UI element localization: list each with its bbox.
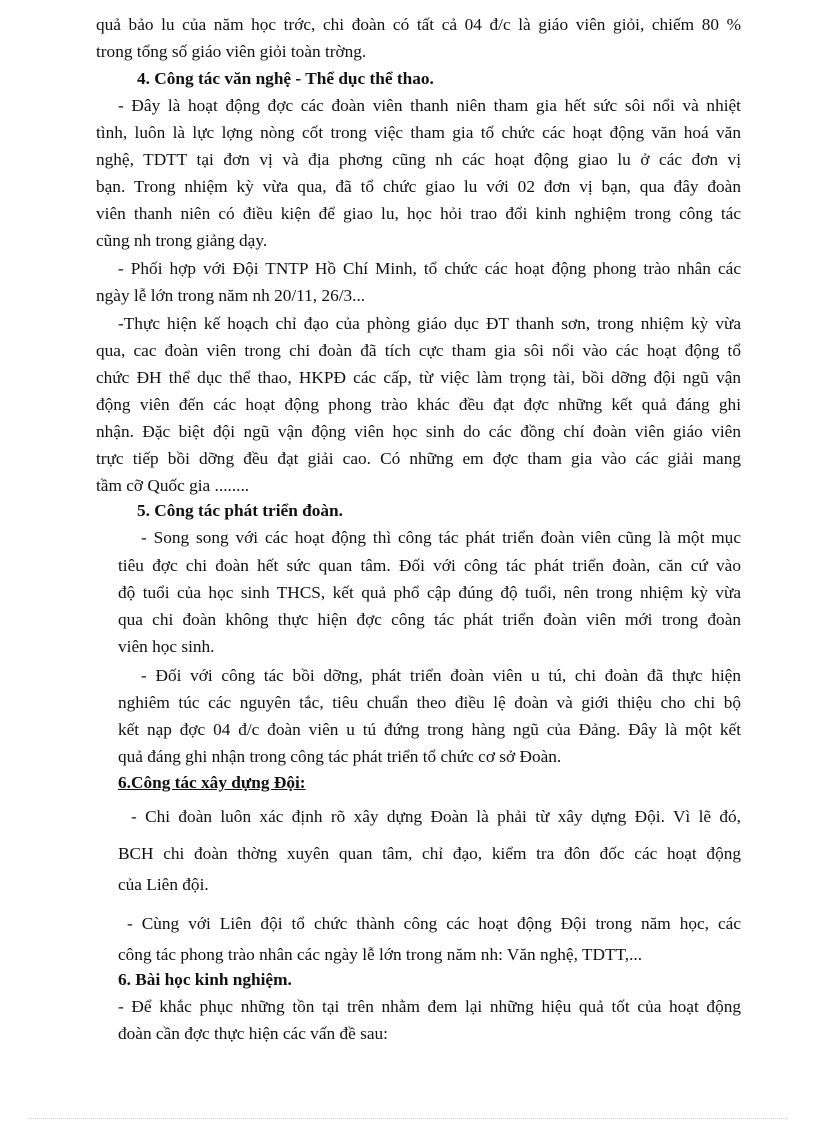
page-bottom-border — [28, 1118, 788, 1119]
para-training-line-2: nghiêm túc các nguyên tắc, tiêu chuẩn theo điều lệ đoàn và giới thiệu cho chi bộ — [118, 693, 741, 712]
para-development-line-2: tiêu đợc chi đoàn hết sức quan tâm. Đối với công tác phát triển đoàn, căn cứ vào — [118, 556, 741, 575]
para-team-line-3: của Liên đội. — [118, 875, 209, 894]
para-team-line-1: - Chi đoàn luôn xác định rõ xây dựng Đoàn là phải từ xây dựng Đội. Vì lẽ đó, — [131, 807, 741, 826]
para-team-line-4: - Cùng với Liên đội tổ chức thành công các hoạt động Đội trong năm học, các — [127, 914, 741, 933]
heading-section-6-team: 6.Công tác xây dựng Đội: — [118, 773, 306, 792]
para-cooperation-line-1: - Phối hợp với Đội TNTP Hồ Chí Minh, tổ chức các hoạt động phong trào nhân các — [118, 259, 741, 278]
para-development-line-5: viên học sinh. — [118, 637, 215, 656]
para-sports-line-5: nhận. Đặc biệt đội ngũ vận động viên học sinh do các đồng chí đoàn viên giáo viên — [96, 422, 741, 441]
heading-section-4: 4. Công tác văn nghệ - Thể dục thể thao. — [137, 69, 434, 88]
para-lessons-line-1: - Để khắc phục những tồn tại trên nhằm đem lại những hiệu quả tốt của hoạt động — [118, 997, 741, 1016]
para-arts-line-1: - Đây là hoạt động đợc các đoàn viên thanh niên tham gia hết sức sôi nổi và nhiệt — [118, 96, 741, 115]
para-teachers-line-2: trong tổng số giáo viên giỏi toàn trờng. — [96, 42, 367, 61]
para-sports-line-2: qua, cac đoàn viên trong chi đoàn đã tích cực tham gia sôi nổi vào các hoạt động tổ — [96, 341, 741, 360]
para-arts-line-2: tình, luôn là lực lợng nòng cốt trong việc tham gia tổ chức các hoạt động văn hoá văn — [96, 123, 741, 142]
heading-section-6-lessons: 6. Bài học kinh nghiệm. — [118, 970, 292, 989]
para-development-line-1: - Song song với các hoạt động thì công tác phát triển đoàn viên cũng là một mục — [141, 528, 741, 547]
para-sports-line-4: động viên đến các hoạt động phong trào khác đều đạt đợc những kết quả đáng ghi — [96, 395, 741, 414]
para-development-line-3: độ tuổi của học sinh THCS, kết quả phổ cập đúng độ tuổi, nên trong nhiệm kỳ vừa — [118, 583, 741, 602]
para-development-line-4: qua chi đoàn không thực hiện đợc công tác phát triển đoàn viên mới trong đoàn — [118, 610, 741, 629]
para-team-line-5: công tác phong trào nhân các ngày lễ lớn trong năm nh: Văn nghệ, TDTT,... — [118, 945, 643, 964]
para-cooperation-line-2: ngày lễ lớn trong năm nh 20/11, 26/3... — [96, 286, 366, 305]
para-training-line-1: - Đối với công tác bồi dỡng, phát triển đoàn viên u tú, chi đoàn đã thực hiện — [141, 666, 741, 685]
para-sports-line-1: -Thực hiện kế hoạch chỉ đạo của phòng giáo dục ĐT thanh sơn, trong nhiệm kỳ vừa — [118, 314, 741, 333]
para-arts-line-4: bạn. Trong nhiệm kỳ vừa qua, đã tổ chức giao lu với 02 đơn vị bạn, qua đây đoàn — [96, 177, 741, 196]
para-lessons-line-2: đoàn cần đợc thực hiện các vấn đề sau: — [118, 1024, 388, 1043]
para-team-line-2: BCH chi đoàn thờng xuyên quan tâm, chỉ đạo, kiểm tra đôn đốc các hoạt động — [118, 844, 741, 863]
para-arts-line-5: viên thanh niên có điều kiện để giao lu, học hỏi trao đổi kinh nghiệm trong công tác — [96, 204, 741, 223]
para-sports-line-3: chức ĐH thể dục thể thao, HKPĐ các cấp, từ việc làm trọng tài, bồi dỡng đội ngũ vận — [96, 368, 741, 387]
para-training-line-3: kết nạp đợc 04 đ/c đoàn viên u tú đứng trong hàng ngũ của Đảng. Đây là một kết — [118, 720, 741, 739]
para-training-line-4: quả đáng ghi nhận trong công tác phát triển tổ chức cơ sở Đoàn. — [118, 747, 562, 766]
heading-section-5: 5. Công tác phát triển đoàn. — [137, 501, 343, 520]
para-teachers-line-1: quả bảo lu của năm học trớc, chi đoàn có tất cả 04 đ/c là giáo viên giỏi, chiếm 80 % — [96, 15, 741, 34]
para-sports-line-7: tầm cỡ Quốc gia ........ — [96, 476, 250, 495]
para-arts-line-6: cũng nh trong giảng dạy. — [96, 231, 268, 250]
para-arts-line-3: nghệ, TDTT tại đơn vị và địa phơng cũng nh các hoạt động giao lu ở các đơn vị — [96, 150, 741, 169]
para-sports-line-6: trực tiếp bồi dỡng đều đạt giải cao. Có những em đợc tham gia vào các giải mang — [96, 449, 741, 468]
